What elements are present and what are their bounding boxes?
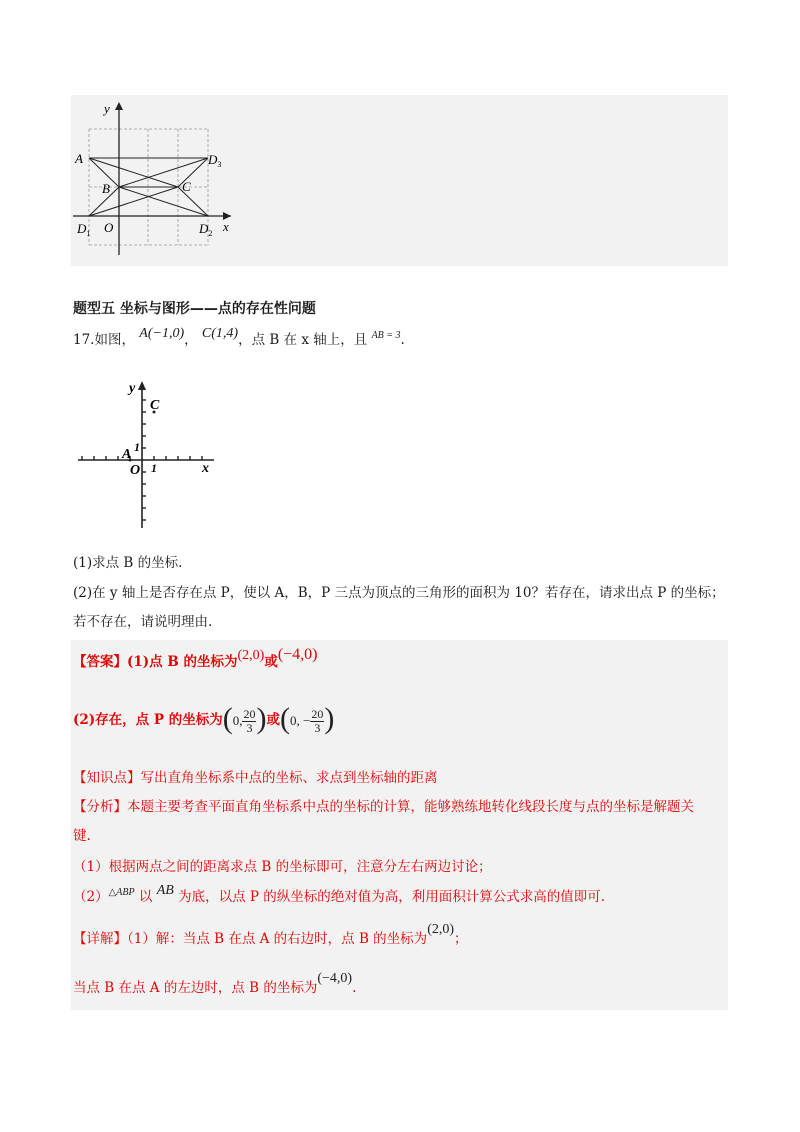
- answer-2-or: 或: [266, 712, 280, 728]
- fig2-label-1y: 1: [134, 440, 140, 454]
- coord-2-prefix: 0, −: [289, 713, 311, 729]
- answer-1-text: (1)点 B 的坐标为: [127, 654, 238, 670]
- detail-text-2: 当点 B 在点 A 的左边时，点 B 的坐标为: [73, 980, 318, 996]
- detail-text-1: （1）解：当点 B 在点 A 的右边时，点 B 的坐标为: [127, 931, 428, 947]
- frac-1-num: 20: [243, 707, 256, 722]
- answer-line-2: [73, 700, 334, 740]
- detail-line-2: [73, 971, 357, 999]
- fig2-label-y: y: [129, 381, 136, 396]
- label-y: y: [104, 101, 110, 116]
- y-arrow-2: [138, 381, 146, 390]
- frac-1-den: 3: [246, 721, 253, 736]
- answer-1-coord-2: (−4,0): [277, 646, 318, 663]
- label-O: O: [104, 220, 114, 235]
- answer-line-1: [73, 646, 318, 673]
- fraction-1: [242, 708, 256, 735]
- step-2-rest: 为底，以点 P 的纵坐标的绝对值为高，利用面积计算公式求高的值即可.: [173, 889, 606, 905]
- knowledge-line: [73, 768, 438, 788]
- frac-2-num: 20: [311, 707, 324, 722]
- step-2: [73, 883, 606, 909]
- question-prefix: 17.如图，: [73, 332, 135, 348]
- answer-2-coord-1: (0, $\frac{20}{3}$ ): [222, 702, 267, 736]
- ab-condition: AB = 3: [371, 330, 401, 341]
- label-D2: $D_2$: [199, 221, 213, 238]
- frac-2-den: 3: [314, 721, 321, 736]
- detail-coord-1: (2,0): [427, 922, 455, 937]
- answer-1-coord-1: (2,0): [237, 648, 265, 663]
- point-C-coord: C(1,4): [201, 326, 239, 341]
- label-D3: $D_3$: [208, 152, 222, 169]
- question-sep: ，: [184, 332, 198, 348]
- analysis-line-1: [73, 797, 694, 817]
- part-2-line-2: 若不存在，请说明理由.: [73, 614, 213, 630]
- detail-end-1: ；: [454, 931, 468, 947]
- analysis-line-2: 键.: [73, 828, 91, 844]
- knowledge-text: 写出直角坐标系中点的坐标、求点到坐标轴的距离: [140, 770, 438, 786]
- answer-container: [71, 640, 728, 1010]
- step-2-prefix: （2）: [73, 889, 109, 905]
- analysis-text-1: 本题主要考查平面直角坐标系中点的坐标的计算，能够熟练地转化线段长度与点的坐标是解题关: [127, 799, 694, 815]
- part-2-line-1: (2)在 y 轴上是否存在点 P，使以 A，B，P 三点为顶点的三角形的面积为 10？若存在，请求出点 P 的坐标；: [73, 585, 725, 601]
- label-C: C: [182, 179, 191, 194]
- triangle-abp: △ABP: [108, 887, 135, 898]
- figure-container: [71, 95, 728, 266]
- fig2-label-A: A: [122, 447, 132, 462]
- y-arrow: [115, 102, 123, 110]
- label-B: B: [102, 181, 110, 196]
- detail-line-1: [73, 922, 468, 950]
- fraction-2: [310, 708, 324, 735]
- segment-ab: AB: [156, 883, 174, 898]
- detail-tag: 【详解】: [73, 931, 127, 947]
- coord-1-prefix: 0,: [232, 713, 243, 729]
- label-x: x: [223, 219, 229, 234]
- answer-1-or: 或: [264, 654, 278, 670]
- axes-2: [78, 386, 214, 528]
- part-1: (1)求点 B 的坐标.: [73, 555, 183, 571]
- answer-tag: 【答案】: [73, 654, 127, 670]
- question-mid: ，点 B 在 x 轴上，且: [238, 332, 368, 348]
- label-D1: $D_1$: [77, 221, 91, 238]
- answer-2-coord-2: (0, − $\frac{20}{3}$ ): [279, 702, 335, 736]
- fig2-label-O: O: [130, 463, 141, 478]
- coordinate-figure-2: [72, 378, 232, 538]
- question-end: .: [400, 332, 405, 348]
- knowledge-tag: 【知识点】: [73, 770, 141, 786]
- fig2-label-C: C: [150, 398, 160, 413]
- coordinate-figure-1: [71, 95, 251, 255]
- step-2-mid: 以: [134, 889, 157, 905]
- fig2-label-x: x: [202, 461, 209, 476]
- question-17: [73, 326, 405, 352]
- section-title: 题型五 坐标与图形——点的存在性问题: [73, 301, 316, 317]
- answer-2-text: (2)存在，点 P 的坐标为: [73, 712, 223, 728]
- fig2-label-1x: 1: [151, 461, 157, 475]
- analysis-tag: 【分析】: [73, 799, 127, 815]
- label-A: A: [75, 151, 83, 166]
- point-A-coord: A(−1,0): [139, 326, 185, 341]
- step-1: （1）根据两点之间的距离求点 B 的坐标即可，注意分左右两边讨论；: [73, 859, 492, 875]
- detail-end-2: .: [352, 980, 357, 996]
- detail-coord-2: (−4,0): [317, 971, 353, 986]
